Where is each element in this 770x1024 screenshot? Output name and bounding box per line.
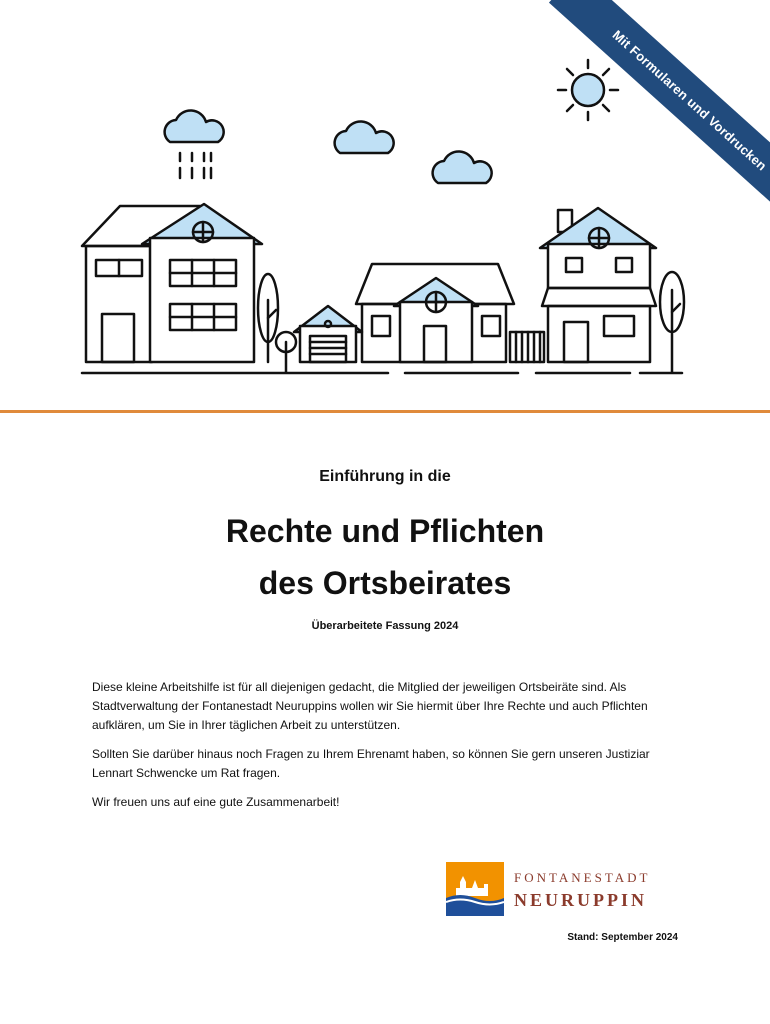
apartment-house-icon (82, 204, 262, 362)
section-divider (0, 410, 770, 413)
city-emblem-icon (446, 862, 504, 916)
cloud-icon (433, 151, 492, 183)
houses-illustration (0, 0, 770, 400)
house-icon (356, 264, 514, 362)
intro-heading: Einführung in die (319, 468, 451, 485)
tree-icon (258, 274, 296, 372)
city-logo (446, 862, 650, 916)
sun-icon (558, 60, 618, 120)
rain-cloud-icon (165, 110, 224, 178)
subtitle: Überarbeitete Fassung 2024 (311, 620, 459, 632)
ribbon-label: Mit Formularen und Vordrucken (549, 0, 770, 230)
logo-line-2: NEURUPPIN (514, 890, 647, 910)
date-stamp: Stand: September 2024 (567, 932, 678, 943)
paragraph: Diese kleine Arbeitshilfe ist für all diejenigen gedacht, die Mitglied der jeweiligen Ortsbeiräte sind. Als Stadtverwaltung der Fontanestadt Neuruppins wollen wir Sie hiermit über Ihre Rechte und auch Pflichten aufklären, um Sie in Ihrer täglichen Arbeit zu unterstützen. (92, 680, 648, 732)
paragraph: Wir freuen uns auf eine gute Zusammenarbeit! (92, 795, 340, 809)
logo-line-1: FONTANESTADT (514, 870, 651, 885)
paragraph: Sollten Sie darüber hinaus noch Fragen zu Ihrem Ehrenamt haben, so können Sie gern unseren Justiziar Lennart Schwencke um Rat fragen. (92, 747, 650, 780)
body-text (92, 678, 678, 822)
title-line-1: Rechte und Pflichten (225, 513, 545, 549)
tree-icon (660, 272, 684, 372)
fence-icon (510, 332, 544, 362)
tall-house-icon (540, 208, 656, 362)
title-line-2: des Ortsbeirates (258, 565, 512, 601)
cloud-icon (335, 121, 394, 153)
garage-icon (294, 306, 362, 362)
page-title (0, 505, 770, 609)
